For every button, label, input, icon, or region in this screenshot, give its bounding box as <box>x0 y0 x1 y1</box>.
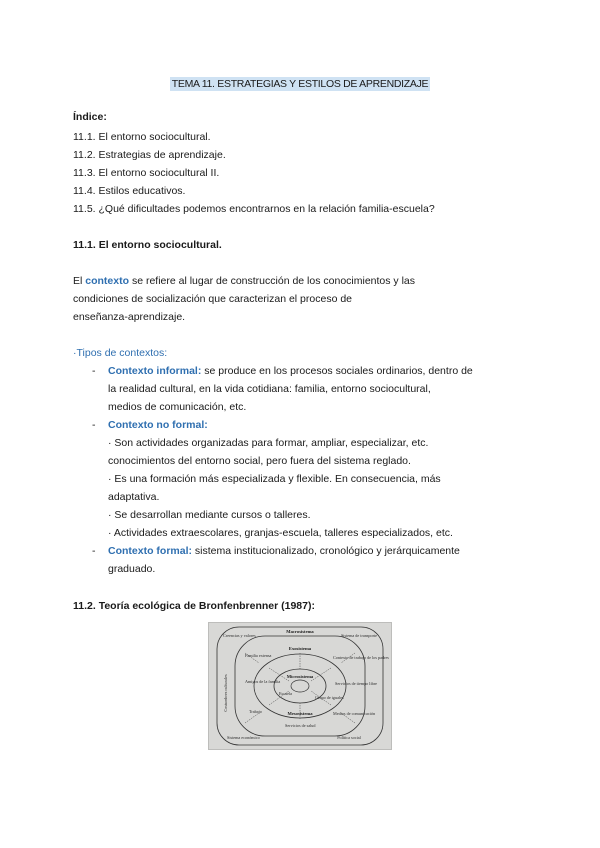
index-item: 11.3. El entorno sociocultural II. <box>73 167 220 179</box>
diagram-label: Contexto de trabajo de los padres <box>333 655 389 660</box>
no-formal-line: adaptativa. <box>108 491 160 503</box>
exosystem-label: Exosistema <box>288 646 312 651</box>
diagram-label: Sistema económico <box>227 735 260 740</box>
term-informal: Contexto informal: <box>108 365 202 377</box>
no-formal-line: · Se desarrollan mediante cursos o talleres. <box>108 509 311 521</box>
intro-line: enseñanza-aprendizaje. <box>73 311 186 323</box>
index-item: 11.4. Estilos educativos. <box>73 185 186 197</box>
formal-text: sistema institucionalizado, cronológico y jerárquicamente <box>192 545 460 557</box>
bullet-dash: - <box>92 419 96 431</box>
index-heading: Índice: <box>73 111 107 123</box>
diagram-label: Grupo de iguales <box>315 695 344 700</box>
informal-text: se produce en los procesos sociales ordinarios, dentro de <box>201 365 473 377</box>
macrosystem-label: Macrosistema <box>286 629 314 634</box>
informal-line <box>108 365 473 378</box>
term-formal: Contexto formal: <box>108 545 192 557</box>
diagram-label: Medios de comunicación <box>333 711 376 716</box>
index-item: 11.5. ¿Qué dificultades podemos encontrarnos en la relación familia-escuela? <box>73 203 435 215</box>
formal-line <box>108 545 460 558</box>
diagram-label: Política social <box>337 735 361 740</box>
formal-line: graduado. <box>108 563 156 575</box>
ecological-model-svg <box>209 623 391 749</box>
diagram-label: Servicios de salud <box>285 723 316 728</box>
title-container <box>0 74 600 92</box>
diagram-label: Escuela <box>279 691 293 696</box>
microsystem-label: Microsistema <box>286 674 314 679</box>
intro-prefix: El <box>73 275 86 287</box>
diagram-label: Sistema de transporte <box>340 633 378 638</box>
no-formal-line: · Actividades extraescolares, granjas-escuela, talleres especializados, etc. <box>108 527 453 539</box>
bronfenbrenner-diagram <box>208 622 392 750</box>
informal-line: medios de comunicación, etc. <box>108 401 247 413</box>
types-heading: ·Tipos de contextos: <box>73 347 168 359</box>
diagram-label: Creencias y valores <box>223 633 256 638</box>
bullet-dash: - <box>92 545 96 557</box>
informal-line: la realidad cultural, en la vida cotidiana: familia, entorno sociocultural, <box>108 383 431 395</box>
mesosystem-label: Mesosistema <box>287 711 313 716</box>
diagram-label: Servicios de tiempo libre <box>335 681 377 686</box>
section-heading: 11.2. Teoría ecológica de Bronfenbrenner (1987): <box>73 600 315 612</box>
section-heading: 11.1. El entorno sociocultural. <box>73 239 222 251</box>
diagram-label: Amigos de la familia <box>245 679 281 684</box>
diagram-label: Familia extensa <box>245 653 272 658</box>
index-item: 11.1. El entorno sociocultural. <box>73 131 211 143</box>
no-formal-line: · Son actividades organizadas para formar, ampliar, especializar, etc. <box>108 437 429 449</box>
diagram-label: Costumbres culturales <box>223 674 228 712</box>
index-item: 11.2. Estrategias de aprendizaje. <box>73 149 226 161</box>
intro-line <box>73 275 415 288</box>
no-formal-line: · Es una formación más especializada y flexible. En consecuencia, más <box>108 473 441 485</box>
intro-text: se refiere al lugar de construcción de los conocimientos y las <box>129 275 416 287</box>
diagram-label: Trabajo <box>249 709 262 714</box>
bullet-dash: - <box>92 365 96 377</box>
term-contexto: contexto <box>85 275 130 287</box>
term-no-formal: Contexto no formal: <box>108 419 208 431</box>
intro-line: condiciones de socialización que caracterizan el proceso de <box>73 293 352 305</box>
child-core <box>291 680 309 692</box>
exosystem-ring <box>235 636 365 736</box>
document-title: TEMA 11. ESTRATEGIAS Y ESTILOS DE APRENDIZAJE <box>171 78 429 90</box>
no-formal-line: conocimientos del entorno social, pero fuera del sistema reglado. <box>108 455 411 467</box>
